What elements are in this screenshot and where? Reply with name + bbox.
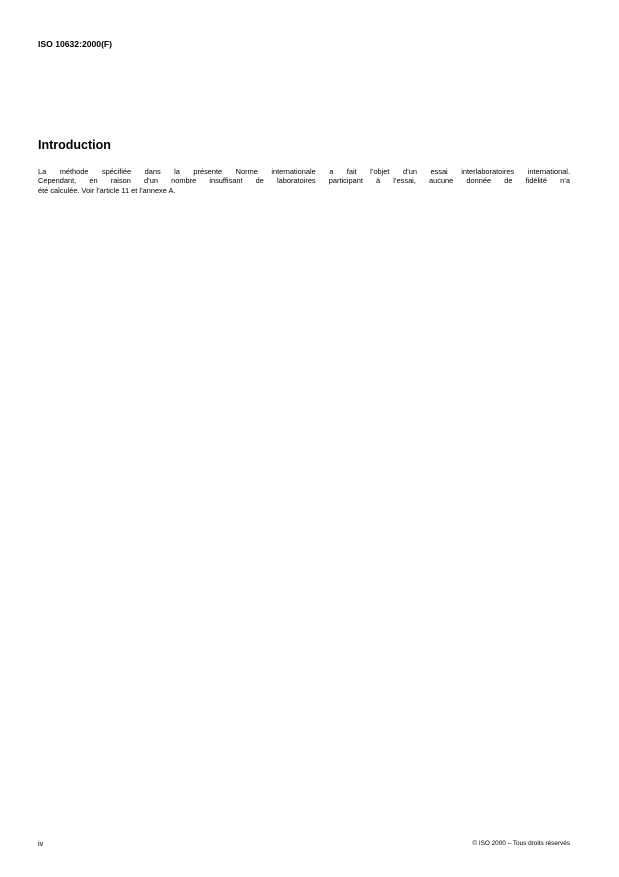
paragraph-line: Cependant, en raison d’un nombre insuffisant de laboratoires participant à l’essai, aucune donnée de fidélité n’a	[38, 176, 570, 186]
paragraph-line: La méthode spécifiée dans la présente Norme internationale a fait l’objet d’un essai interlaboratoires international.	[38, 167, 570, 176]
page-number: iv	[38, 839, 44, 848]
introduction-paragraph	[38, 167, 570, 195]
copyright-notice: © ISO 2000 – Tous droits réservés	[472, 840, 570, 847]
paragraph-line: été calculée. Voir l’article 11 et l’annexe A.	[38, 185, 176, 195]
document-identifier: ISO 10632:2000(F)	[38, 39, 113, 49]
section-title: Introduction	[38, 138, 111, 152]
